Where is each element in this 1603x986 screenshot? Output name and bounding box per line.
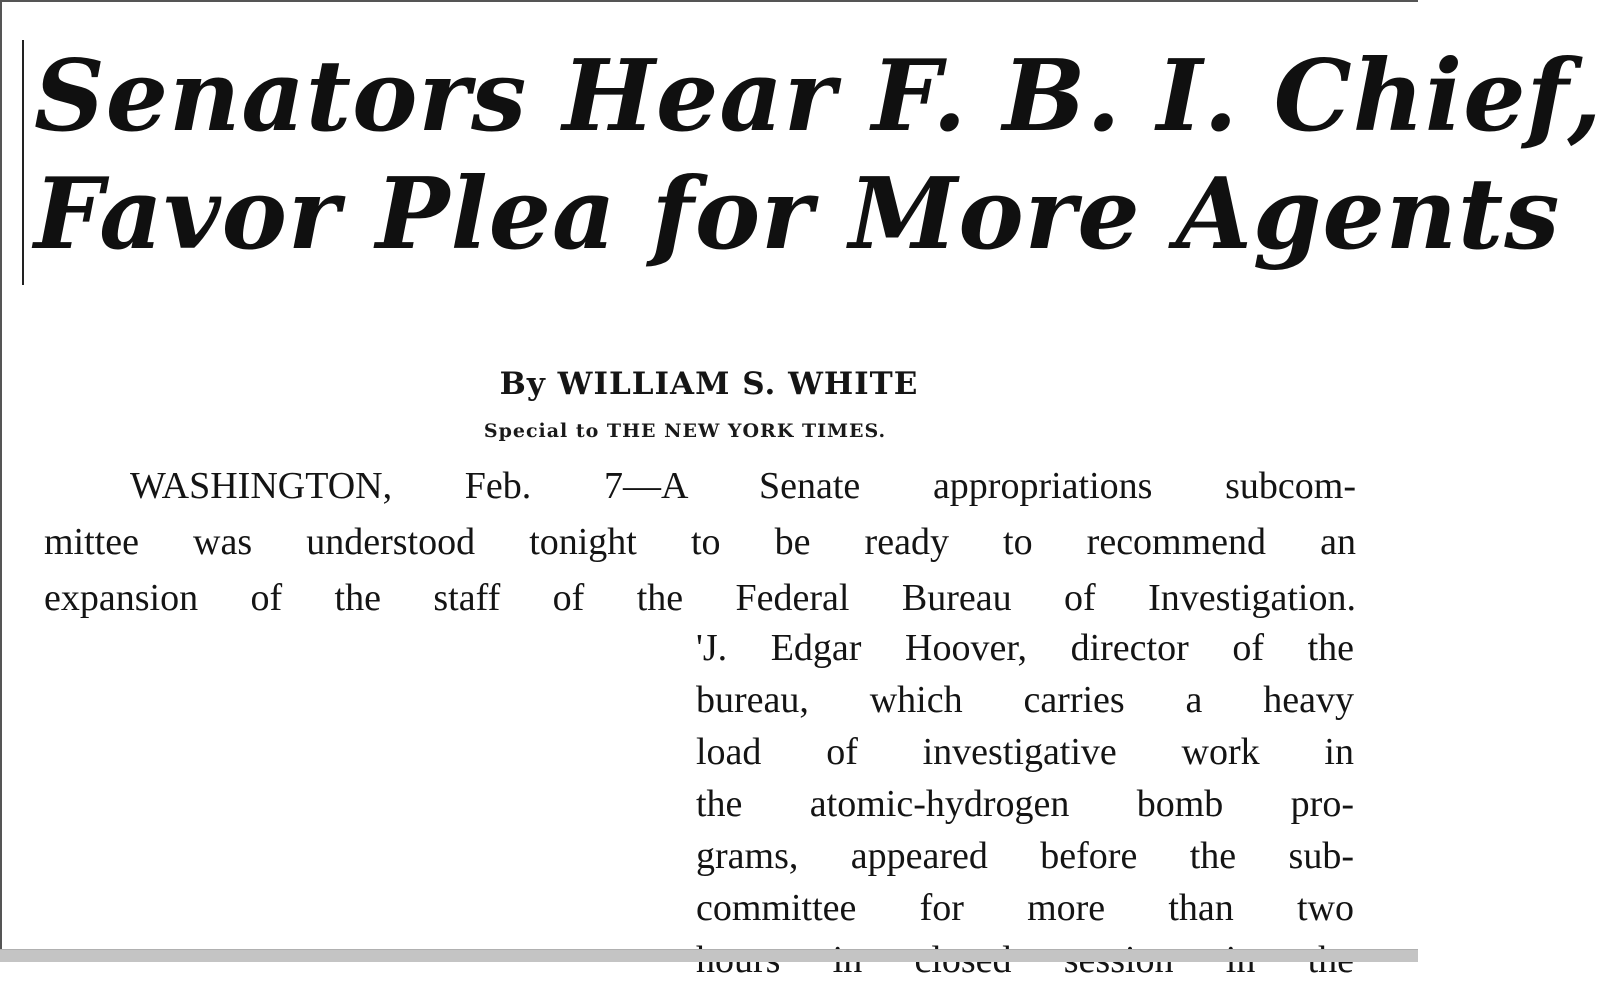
- column-line-4: the atomic-hydrogen bomb pro-: [696, 783, 1354, 825]
- column-line-3: load of investigative work in: [696, 731, 1354, 773]
- frame-top-border: [0, 0, 1418, 2]
- headline-line-1: Senators Hear F. B. I. Chief,: [34, 39, 1603, 154]
- body-column: [696, 622, 1354, 964]
- column-line-6: committee for more than two: [696, 887, 1354, 929]
- lead-paragraph: [44, 458, 1356, 626]
- column-line-5: grams, appeared before the sub-: [696, 835, 1354, 877]
- headline-line-2: Favor Plea for More Agents: [34, 157, 1561, 272]
- lead-line-1: WASHINGTON, Feb. 7—A Senate appropriations subcom-: [130, 465, 1356, 507]
- lead-line-3: expansion of the staff of the Federal Bureau of Investigation.: [44, 577, 1356, 619]
- dateline-note: Special to THE NEW YORK TIMES.: [483, 420, 887, 442]
- column-line-1: 'J. Edgar Hoover, director of the: [696, 627, 1354, 669]
- clipping-edge-mark: [22, 40, 24, 285]
- byline: By WILLIAM S. WHITE: [499, 366, 919, 402]
- headline: [34, 38, 1603, 274]
- viewer-bottom-scrollbar[interactable]: [0, 949, 1418, 962]
- column-line-2: bureau, which carries a heavy: [696, 679, 1354, 721]
- lead-line-2: mittee was understood tonight to be ready to recommend an: [44, 521, 1356, 563]
- frame-left-border: [0, 0, 2, 962]
